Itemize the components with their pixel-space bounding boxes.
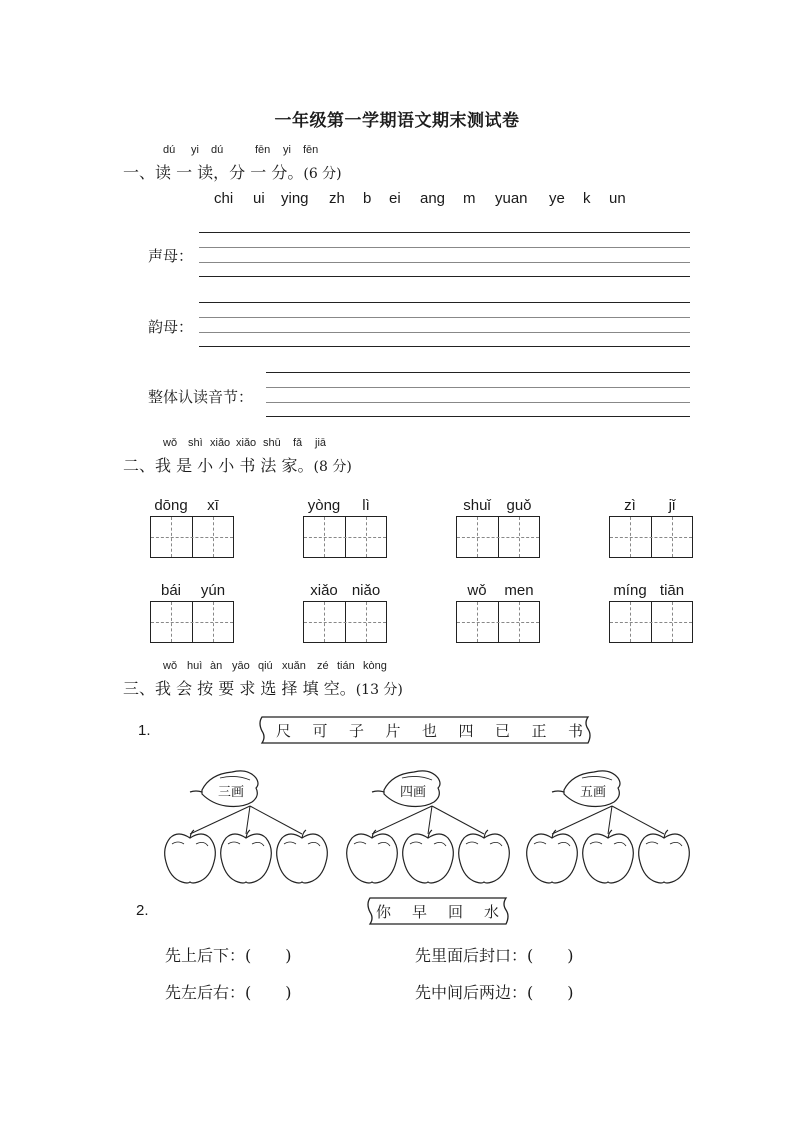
syllable: ang — [420, 190, 446, 207]
leaf-group — [165, 771, 328, 883]
rule-inside-seal — [415, 943, 574, 966]
pinyin: xuǎn — [282, 660, 306, 672]
heading-text: 一、读 一 读，分 一 分。 — [123, 163, 304, 182]
apple-answer-box[interactable] — [347, 830, 398, 883]
answer-line[interactable] — [199, 346, 690, 347]
rule-text: 先左后右：( — [165, 983, 252, 1002]
answer-line[interactable] — [199, 276, 690, 277]
word-pinyin: jǐ — [668, 497, 676, 514]
branch-line — [612, 806, 664, 834]
answer-line — [199, 332, 690, 333]
pinyin: zé — [317, 660, 329, 672]
leaf-group — [347, 771, 510, 883]
word-pinyin: dōng — [154, 497, 188, 514]
pinyin: qiú — [258, 660, 273, 672]
apple-answer-box[interactable] — [527, 830, 578, 883]
pinyin: kòng — [363, 660, 387, 672]
stroke-count-label: 五画 — [580, 785, 607, 800]
label-initials: 声母： — [148, 247, 194, 265]
section2-pinyin — [0, 437, 794, 451]
section-points: (13 分) — [355, 682, 403, 698]
writing-grid[interactable] — [303, 516, 387, 558]
bank-character: 已 — [495, 722, 511, 740]
rule-close: ) — [285, 983, 292, 1002]
rule-close: ) — [285, 946, 292, 965]
pinyin: xiǎo — [236, 437, 257, 449]
syllable: k — [583, 190, 591, 207]
question-number: 2. — [136, 902, 149, 919]
apple-answer-box[interactable] — [583, 830, 634, 883]
answer-line — [199, 317, 690, 318]
pinyin: xiǎo — [210, 437, 231, 449]
writing-grid[interactable] — [150, 601, 234, 643]
pinyin: jiā — [315, 437, 327, 449]
word-pinyin: guǒ — [506, 497, 532, 514]
bank-character: 可 — [312, 722, 328, 740]
syllable: ye — [549, 190, 565, 207]
pinyin: fǎ — [293, 437, 303, 449]
syllable: yuan — [495, 190, 528, 207]
rule-top-bottom — [165, 943, 292, 966]
section1-pinyin — [0, 144, 794, 158]
word-pinyin: xī — [207, 497, 219, 514]
word-pinyin: yòng — [307, 497, 341, 514]
bank-character: 片 — [385, 722, 401, 740]
answer-line — [199, 262, 690, 263]
syllable: b — [363, 190, 372, 207]
rule-close: ) — [567, 983, 574, 1002]
pinyin: dú — [211, 144, 224, 156]
heading-text: 二、我 是 小 小 书 法 家。 — [123, 456, 314, 475]
bank-character: 子 — [349, 722, 365, 740]
pinyin: yāo — [232, 660, 250, 672]
pinyin: shū — [263, 437, 281, 449]
section3-pinyin — [0, 660, 794, 674]
answer-line — [199, 247, 690, 248]
apple-answer-box[interactable] — [639, 830, 690, 883]
leaf-group — [527, 771, 690, 883]
word-pinyin: bái — [160, 582, 182, 599]
pinyin: fēn — [255, 144, 271, 156]
bank-character: 四 — [458, 722, 474, 740]
pinyin: wǒ — [163, 660, 178, 672]
answer-line — [266, 387, 690, 388]
apple-answer-box[interactable] — [277, 830, 328, 883]
word-pinyin: tiān — [659, 582, 685, 599]
rule-text: 先里面后封口：( — [415, 946, 534, 965]
section1-heading — [123, 160, 342, 183]
question-number: 1. — [138, 722, 151, 739]
syllable: ei — [389, 190, 401, 207]
page-title: 一年级第一学期语文期末测试卷 — [274, 111, 520, 131]
word-pinyin: yún — [200, 582, 226, 599]
answer-line — [266, 372, 690, 373]
pinyin: yi — [283, 144, 291, 156]
branch-line — [432, 806, 484, 834]
word-pinyin: wǒ — [467, 582, 487, 599]
pinyin: huì — [187, 660, 203, 672]
word-pinyin: lì — [362, 497, 370, 514]
heading-text: 三、我 会 按 要 求 选 择 填 空。 — [123, 679, 356, 698]
word-pinyin: xiǎo — [310, 582, 338, 599]
bank-character: 正 — [531, 722, 547, 740]
syllable: ui — [253, 190, 265, 207]
writing-grid[interactable] — [456, 601, 540, 643]
stroke-count-diagram — [160, 764, 700, 886]
syllable: un — [609, 190, 626, 207]
rule-close: ) — [567, 946, 574, 965]
answer-line[interactable] — [266, 416, 690, 417]
word-pinyin: men — [504, 582, 534, 599]
bank-character: 也 — [422, 722, 438, 740]
section-points: (8 分) — [313, 459, 352, 475]
answer-line — [266, 402, 690, 403]
branch-line — [372, 806, 432, 834]
pinyin: wǒ — [163, 437, 178, 449]
bank-character: 水 — [484, 903, 500, 921]
apple-answer-box[interactable] — [165, 830, 216, 883]
apple-answer-box[interactable] — [459, 830, 510, 883]
syllable: ying — [281, 190, 309, 207]
apple-answer-box[interactable] — [221, 830, 272, 883]
pinyin: dú — [163, 144, 176, 156]
answer-line — [199, 302, 690, 303]
apple-answer-box[interactable] — [403, 830, 454, 883]
pinyin: shì — [188, 437, 203, 449]
writing-grid[interactable] — [303, 601, 387, 643]
word-pinyin: míng — [613, 582, 647, 599]
bank-character: 早 — [412, 903, 428, 921]
section3-heading — [123, 676, 403, 699]
branch-line — [250, 806, 302, 834]
leaf-stem — [552, 791, 564, 792]
word-pinyin: zì — [624, 497, 636, 514]
bank-character: 回 — [448, 903, 464, 921]
pinyin: yi — [191, 144, 199, 156]
word-pinyin: niǎo — [351, 582, 381, 599]
label-whole-syllables: 整体认读音节： — [148, 388, 254, 406]
rule-left-right — [165, 980, 292, 1003]
bank-character: 尺 — [276, 722, 292, 740]
syllable: zh — [329, 190, 345, 207]
bank-character: 你 — [376, 903, 392, 921]
stroke-count-label: 四画 — [400, 785, 427, 800]
pinyin: fēn — [303, 144, 319, 156]
syllable: chi — [214, 190, 234, 207]
section2-heading — [123, 453, 352, 476]
branch-line — [552, 806, 612, 834]
label-finals: 韵母： — [148, 318, 194, 336]
branch-line — [190, 806, 250, 834]
writing-grid[interactable] — [609, 601, 693, 643]
pinyin: àn — [210, 660, 223, 672]
syllable: m — [463, 190, 476, 207]
rule-text: 先上后下：( — [165, 946, 252, 965]
rule-middle-sides — [415, 980, 574, 1003]
leaf-stem — [372, 791, 384, 792]
pinyin: tián — [337, 660, 355, 672]
stroke-count-label: 三画 — [218, 785, 245, 800]
answer-line — [199, 232, 690, 233]
word-pinyin: shuǐ — [463, 497, 491, 514]
writing-grid[interactable] — [609, 516, 693, 558]
rule-text: 先中间后两边：( — [415, 983, 534, 1002]
bank-character: 书 — [568, 722, 584, 740]
leaf-stem — [190, 791, 202, 792]
writing-grid[interactable] — [150, 516, 234, 558]
writing-grid[interactable] — [456, 516, 540, 558]
section-points: (6 分) — [303, 166, 342, 182]
